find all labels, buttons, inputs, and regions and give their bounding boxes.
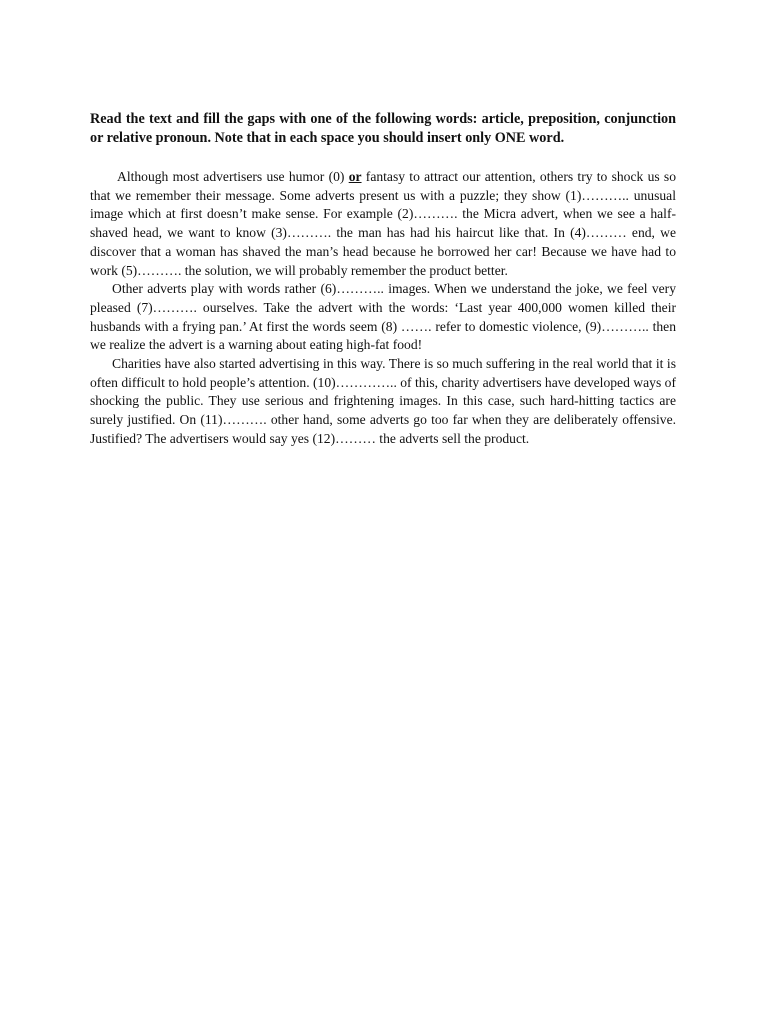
paragraph-1-rest: fantasy to attract our attention, others try to shock us so that we remember their message. Some adverts present us with a puzzle; they show (1)……….. unusual image which at first doesn’t make sense. For example (2)………. the Micra advert, when we see a half-shaved head, we want to know (3)………. the man has had his haircut like that. In (4)……… end, we discover that a woman has shaved the man’s head because he borrowed her car! Because we have had to work (5)………. the solution, we will probably remember the product better. xyxy=(90,169,677,278)
paragraph-1 xyxy=(90,168,676,280)
document-page xyxy=(90,110,676,449)
exercise-instructions: Read the text and fill the gaps with one of the following words: article, preposition, conjunction or relative pronoun. Note that in each space you should insert only ONE word. xyxy=(90,111,676,146)
paragraph-3: Charities have also started advertising in this way. There is so much suffering in the real world that it is often difficult to hold people’s attention. (10)………….. of this, charity advertisers have developed ways of shocking the public. They use serious and frightening images. In this case, such hard-hitting tactics are surely justified. On (11)………. other hand, some adverts go too far when they are deliberately offensive. Justified? The advertisers would say yes (12)……… the adverts sell the product. xyxy=(90,356,676,446)
paragraph-1-start: Although most advertisers use humor (0) xyxy=(117,169,349,184)
paragraph-2: Other adverts play with words rather (6)……….. images. When we understand the joke, we feel very pleased (7)………. ourselves. Take the advert with the words: ‘Last year 400,000 women killed their husbands with a frying pan.’ At first the words seem (8) ……. refer to domestic violence, (9)……….. then we realize the advert is a warning about eating high-fat food! xyxy=(90,281,676,353)
example-answer: or xyxy=(348,169,362,184)
